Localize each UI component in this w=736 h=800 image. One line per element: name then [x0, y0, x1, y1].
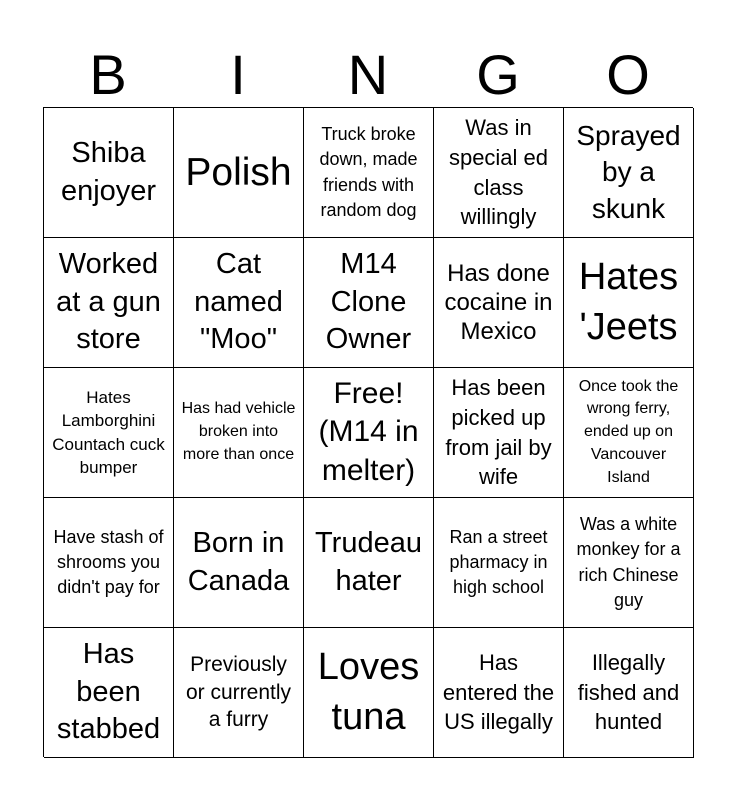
bingo-cell[interactable]: Previously or currently a furry [174, 628, 304, 758]
bingo-cell[interactable]: Has had vehicle broken into more than once [174, 368, 304, 498]
bingo-cell[interactable]: Has entered the US illegally [434, 628, 564, 758]
header-letter-b: B [89, 43, 127, 106]
bingo-cell[interactable]: Illegally fished and hunted [564, 628, 694, 758]
bingo-cell[interactable]: Born in Canada [174, 498, 304, 628]
bingo-cell[interactable]: Has been stabbed [44, 628, 174, 758]
bingo-cell[interactable]: Loves tuna [304, 628, 434, 758]
header-letter-o: O [606, 43, 650, 106]
bingo-cell[interactable]: Has done cocaine in Mexico [434, 238, 564, 368]
bingo-cell[interactable]: Ran a street pharmacy in high school [434, 498, 564, 628]
bingo-cell[interactable]: Polish [174, 108, 304, 238]
bingo-cell[interactable]: Hates Lamborghini Countach cuck bumper [44, 368, 174, 498]
bingo-cell[interactable]: Worked at a gun store [44, 238, 174, 368]
bingo-cell[interactable]: Hates 'Jeets [564, 238, 694, 368]
header-letter-i: I [230, 43, 246, 106]
bingo-cell[interactable]: Shiba enjoyer [44, 108, 174, 238]
bingo-header [43, 44, 693, 106]
bingo-cell[interactable]: Was in special ed class willingly [434, 108, 564, 238]
bingo-cell[interactable]: M14 Clone Owner [304, 238, 434, 368]
bingo-cell[interactable]: Trudeau hater [304, 498, 434, 628]
bingo-board [43, 107, 693, 757]
bingo-cell[interactable]: Once took the wrong ferry, ended up on Vancouver Island [564, 368, 694, 498]
bingo-cell[interactable]: Truck broke down, made friends with random dog [304, 108, 434, 238]
header-letter-g: G [476, 43, 520, 106]
bingo-cell[interactable]: Was a white monkey for a rich Chinese guy [564, 498, 694, 628]
header-letter-n: N [347, 43, 389, 106]
bingo-cell[interactable]: Sprayed by a skunk [564, 108, 694, 238]
bingo-cell[interactable]: Has been picked up from jail by wife [434, 368, 564, 498]
bingo-cell[interactable]: Cat named "Moo" [174, 238, 304, 368]
bingo-cell[interactable]: Have stash of shrooms you didn't pay for [44, 498, 174, 628]
free-space-cell[interactable]: Free! (M14 in melter) [304, 368, 434, 498]
